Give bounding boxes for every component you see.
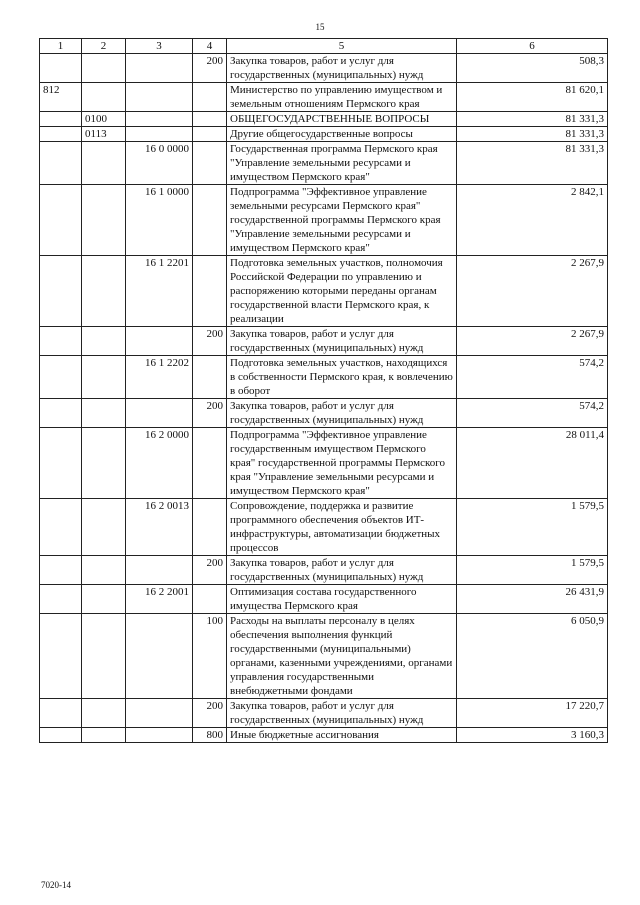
cell-name: Государственная программа Пермского края "Управление земельными ресурсами и имуществом Пермского края": [227, 142, 457, 185]
cell-department: [40, 614, 82, 699]
cell-name: Закупка товаров, работ и услуг для государственных (муниципальных) нужд: [227, 699, 457, 728]
cell-amount: 2 842,1: [457, 185, 608, 256]
cell-expense-type: [193, 256, 227, 327]
cell-expense-type: [193, 499, 227, 556]
table-row: [40, 585, 608, 614]
cell-target-article: 16 2 0000: [126, 428, 193, 499]
table-row: [40, 256, 608, 327]
table-row: [40, 499, 608, 556]
cell-amount: 81 331,3: [457, 112, 608, 127]
cell-amount: 574,2: [457, 356, 608, 399]
cell-department: [40, 556, 82, 585]
table-row: [40, 614, 608, 699]
cell-department: [40, 54, 82, 83]
table-row: [40, 556, 608, 585]
cell-department: [40, 428, 82, 499]
cell-section: [82, 327, 126, 356]
table-row: [40, 127, 608, 142]
column-header: 4: [193, 39, 227, 54]
cell-name: Подпрограмма "Эффективное управление государственным имуществом Пермского края" государственной программы Пермского края "Управление земельными ресурсами и имуществом Пермского края": [227, 428, 457, 499]
cell-name: Закупка товаров, работ и услуг для государственных (муниципальных) нужд: [227, 399, 457, 428]
cell-target-article: [126, 112, 193, 127]
cell-expense-type: 200: [193, 699, 227, 728]
cell-amount: 17 220,7: [457, 699, 608, 728]
cell-name: Подпрограмма "Эффективное управление земельными ресурсами Пермского края" государственной программы Пермского края "Управление земельными ресурсами и имуществом Пермского края": [227, 185, 457, 256]
table-header-row: [40, 39, 608, 54]
cell-expense-type: [193, 83, 227, 112]
cell-name: Подготовка земельных участков, находящихся в собственности Пермского края, к вовлечению в оборот: [227, 356, 457, 399]
cell-name: ОБЩЕГОСУДАРСТВЕННЫЕ ВОПРОСЫ: [227, 112, 457, 127]
cell-name: Министерство по управлению имуществом и земельным отношениям Пермского края: [227, 83, 457, 112]
cell-section: [82, 499, 126, 556]
cell-amount: 81 331,3: [457, 127, 608, 142]
cell-department: [40, 356, 82, 399]
cell-section: 0113: [82, 127, 126, 142]
column-header: 5: [227, 39, 457, 54]
footer-code: 7020-14: [41, 880, 71, 890]
cell-target-article: [126, 614, 193, 699]
cell-section: [82, 256, 126, 327]
cell-target-article: [126, 327, 193, 356]
page-number: 15: [315, 22, 325, 32]
cell-amount: 2 267,9: [457, 256, 608, 327]
cell-expense-type: 800: [193, 728, 227, 743]
cell-amount: 1 579,5: [457, 556, 608, 585]
cell-expense-type: [193, 142, 227, 185]
cell-section: [82, 585, 126, 614]
table-row: [40, 399, 608, 428]
column-header: 3: [126, 39, 193, 54]
cell-department: [40, 185, 82, 256]
cell-target-article: [126, 127, 193, 142]
cell-department: [40, 142, 82, 185]
cell-expense-type: 100: [193, 614, 227, 699]
cell-target-article: 16 1 2202: [126, 356, 193, 399]
column-header: 2: [82, 39, 126, 54]
cell-amount: 26 431,9: [457, 585, 608, 614]
cell-name: Другие общегосударственные вопросы: [227, 127, 457, 142]
cell-department: [40, 127, 82, 142]
cell-department: [40, 499, 82, 556]
cell-target-article: 16 2 0013: [126, 499, 193, 556]
cell-target-article: 16 1 0000: [126, 185, 193, 256]
cell-expense-type: [193, 112, 227, 127]
table-row: [40, 112, 608, 127]
cell-section: [82, 556, 126, 585]
cell-department: [40, 256, 82, 327]
cell-expense-type: [193, 585, 227, 614]
cell-name: Расходы на выплаты персоналу в целях обеспечения выполнения функций государственными (муниципальными) органами, казенными учреждениями, органами управления государственными внебюджетными фондами: [227, 614, 457, 699]
table-row: [40, 327, 608, 356]
cell-amount: 81 620,1: [457, 83, 608, 112]
cell-section: [82, 185, 126, 256]
cell-amount: 574,2: [457, 399, 608, 428]
cell-name: Закупка товаров, работ и услуг для государственных (муниципальных) нужд: [227, 556, 457, 585]
column-header: 1: [40, 39, 82, 54]
table-row: [40, 356, 608, 399]
cell-name: Сопровождение, поддержка и развитие программного обеспечения объектов ИТ-инфраструктуры, автоматизации бюджетных процессов: [227, 499, 457, 556]
cell-name: Иные бюджетные ассигнования: [227, 728, 457, 743]
cell-department: 812: [40, 83, 82, 112]
cell-target-article: [126, 54, 193, 83]
cell-expense-type: [193, 356, 227, 399]
table-row: [40, 699, 608, 728]
cell-department: [40, 327, 82, 356]
cell-target-article: 16 0 0000: [126, 142, 193, 185]
cell-section: [82, 356, 126, 399]
cell-amount: 6 050,9: [457, 614, 608, 699]
cell-amount: 81 331,3: [457, 142, 608, 185]
cell-section: [82, 614, 126, 699]
cell-target-article: [126, 699, 193, 728]
cell-amount: 1 579,5: [457, 499, 608, 556]
cell-expense-type: [193, 185, 227, 256]
cell-department: [40, 699, 82, 728]
budget-table: [39, 38, 608, 743]
cell-expense-type: 200: [193, 327, 227, 356]
cell-expense-type: 200: [193, 54, 227, 83]
column-header: 6: [457, 39, 608, 54]
cell-expense-type: [193, 428, 227, 499]
cell-target-article: 16 1 2201: [126, 256, 193, 327]
cell-department: [40, 728, 82, 743]
cell-target-article: [126, 399, 193, 428]
cell-target-article: [126, 83, 193, 112]
cell-amount: 508,3: [457, 54, 608, 83]
cell-target-article: [126, 728, 193, 743]
cell-section: [82, 428, 126, 499]
cell-section: [82, 399, 126, 428]
table-row: [40, 728, 608, 743]
cell-target-article: 16 2 2001: [126, 585, 193, 614]
cell-expense-type: 200: [193, 556, 227, 585]
cell-amount: 28 011,4: [457, 428, 608, 499]
cell-name: Закупка товаров, работ и услуг для государственных (муниципальных) нужд: [227, 54, 457, 83]
cell-amount: 2 267,9: [457, 327, 608, 356]
cell-name: Подготовка земельных участков, полномочия Российской Федерации по управлению и распоряжению которыми переданы органам государственной власти Пермского края, к реализации: [227, 256, 457, 327]
cell-section: [82, 54, 126, 83]
cell-department: [40, 112, 82, 127]
cell-name: Оптимизация состава государственного имущества Пермского края: [227, 585, 457, 614]
table-row: [40, 142, 608, 185]
cell-section: 0100: [82, 112, 126, 127]
cell-section: [82, 699, 126, 728]
cell-department: [40, 585, 82, 614]
cell-amount: 3 160,3: [457, 728, 608, 743]
cell-section: [82, 728, 126, 743]
cell-target-article: [126, 556, 193, 585]
cell-section: [82, 83, 126, 112]
table-row: [40, 428, 608, 499]
cell-name: Закупка товаров, работ и услуг для государственных (муниципальных) нужд: [227, 327, 457, 356]
cell-expense-type: 200: [193, 399, 227, 428]
table-row: [40, 83, 608, 112]
cell-expense-type: [193, 127, 227, 142]
cell-section: [82, 142, 126, 185]
table-row: [40, 185, 608, 256]
table-row: [40, 54, 608, 83]
cell-department: [40, 399, 82, 428]
